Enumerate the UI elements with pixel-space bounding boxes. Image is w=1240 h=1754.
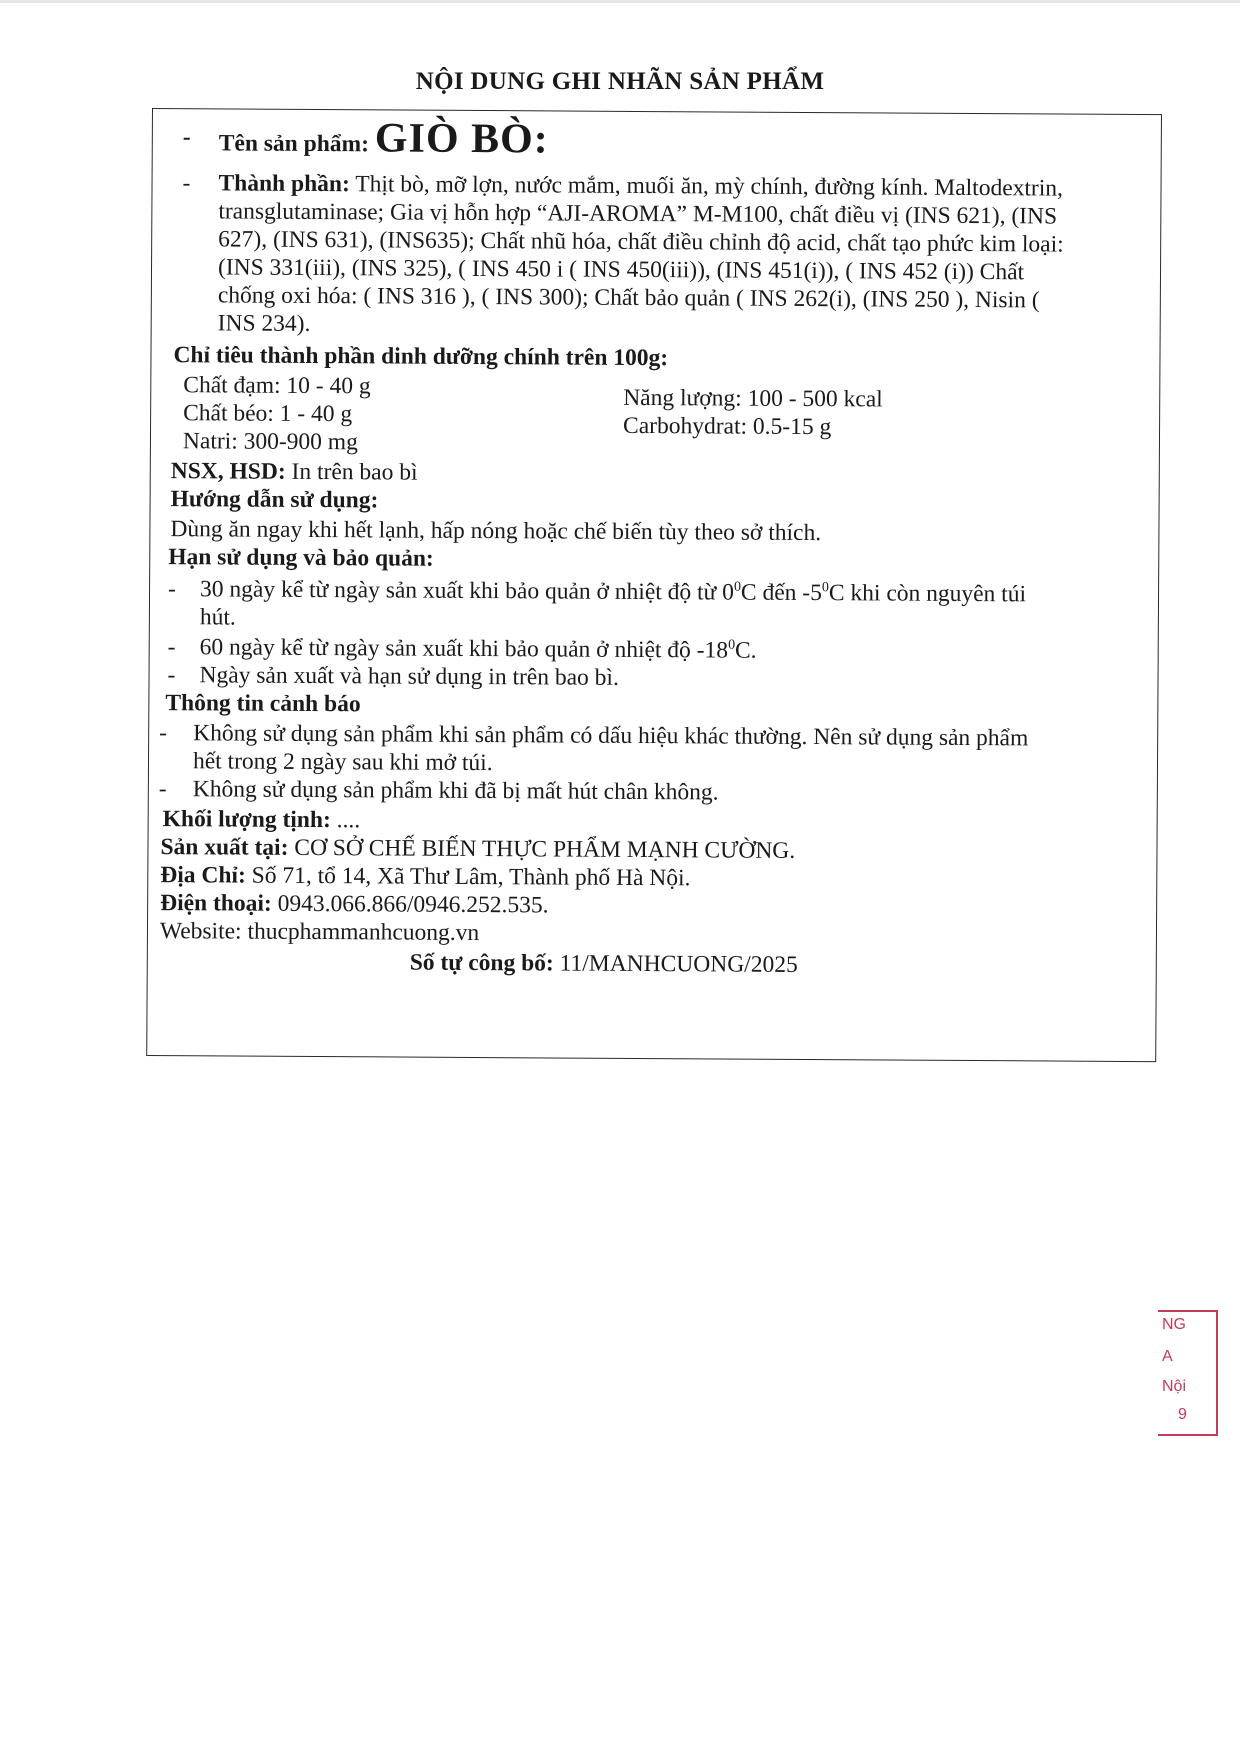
manufacturer-value: CƠ SỞ CHẾ BIẾN THỰC PHẨM MẠNH CƯỜNG. bbox=[294, 834, 796, 864]
ingredients-line-3: 627), (INS 631), (INS635); Chất nhũ hóa, chất điều chỉnh độ acid, chất tạo phức kim loại: bbox=[218, 226, 1064, 258]
ingredients-line-6: INS 234). bbox=[217, 310, 311, 337]
bullet-dash: - bbox=[167, 576, 176, 603]
storage-item-2 bbox=[200, 633, 757, 664]
nsx-hsd-row bbox=[171, 457, 418, 487]
storage-item-3: Ngày sản xuất và hạn sử dụng in trên bao bì. bbox=[199, 662, 619, 691]
nutrition-protein: Chất đạm: 10 - 40 g bbox=[183, 372, 371, 400]
label-content bbox=[153, 109, 1163, 978]
stamp-text-3: Nội bbox=[1162, 1378, 1187, 1395]
scan-top-edge bbox=[0, 0, 1240, 3]
phone-label: Điện thoại: bbox=[160, 890, 272, 917]
net-weight-value: .... bbox=[336, 807, 361, 834]
bullet-dash: - bbox=[182, 170, 191, 197]
address-value: Số 71, tổ 14, Xã Thư Lâm, Thành phố Hà Nội. bbox=[251, 862, 691, 892]
storage-item-1-text-b: C đến -5 bbox=[740, 579, 822, 607]
manufacturer-label: Sản xuất tại: bbox=[160, 834, 289, 861]
label-content-box bbox=[146, 108, 1162, 1062]
bullet-dash: - bbox=[159, 720, 168, 747]
declaration-value: 11/MANHCUONG/2025 bbox=[559, 950, 798, 978]
nsx-hsd-value: In trên bao bì bbox=[291, 458, 418, 486]
ingredients-label: Thành phần: bbox=[218, 170, 350, 198]
product-name-row bbox=[218, 115, 549, 163]
ingredients-text: Thịt bò, mỡ lợn, nước mắm, muối ăn, mỳ chính, đường kính. Maltodextrin, bbox=[355, 171, 1064, 202]
address-row bbox=[160, 861, 690, 892]
storage-item-1-text-a: 30 ngày kể từ ngày sản xuất khi bảo quản ở nhiệt độ từ 0 bbox=[199, 576, 735, 606]
page-title: NỘI DUNG GHI NHÃN SẢN PHẨM bbox=[415, 68, 825, 95]
warning-heading: Thông tin cảnh báo bbox=[165, 690, 361, 718]
storage-item-2-text-a: 60 ngày kể từ ngày sản xuất khi bảo quản ở nhiệt độ -18 bbox=[199, 634, 729, 664]
bullet-dash: - bbox=[158, 776, 167, 803]
nsx-hsd-label: NSX, HSD: bbox=[170, 458, 286, 485]
degree-superscript: 0 bbox=[728, 637, 736, 653]
net-weight-label: Khối lượng tịnh: bbox=[162, 806, 331, 834]
bullet-dash: - bbox=[167, 662, 176, 689]
product-name: GIÒ BÒ: bbox=[374, 115, 549, 163]
bullet-dash: - bbox=[167, 634, 176, 661]
storage-item-1 bbox=[200, 575, 1026, 608]
nutrition-sodium: Natri: 300-900 mg bbox=[182, 428, 358, 456]
phone-row bbox=[160, 889, 549, 919]
website: Website: thucphammanhcuong.vn bbox=[159, 918, 480, 947]
nutrition-fat: Chất béo: 1 - 40 g bbox=[183, 400, 353, 428]
net-weight-row bbox=[163, 805, 361, 834]
stamp-text-1: NG bbox=[1162, 1316, 1186, 1333]
degree-superscript: 0 bbox=[733, 579, 742, 595]
usage-text: Dùng ăn ngay khi hết lạnh, hấp nóng hoặc chế biến tùy theo sở thích. bbox=[170, 516, 822, 547]
warning-item-2: Không sử dụng sản phẩm khi đã bị mất hút chân không. bbox=[192, 776, 719, 806]
ingredients-line-4: (INS 331(iii), (INS 325), ( INS 450 i ( INS 450(iii)), (INS 451(i)), ( INS 452 (i)) Chất bbox=[217, 254, 1025, 286]
nutrition-energy: Năng lượng: 100 - 500 kcal bbox=[623, 384, 883, 413]
storage-item-1-text-c: C khi còn nguyên túi bbox=[828, 580, 1027, 608]
degree-superscript: 0 bbox=[821, 580, 829, 596]
ingredients-line-5: chống oxi hóa: ( INS 316 ), ( INS 300); Chất bảo quản ( INS 262(i), (INS 250 ), Nisin ( bbox=[217, 282, 1040, 314]
nutrition-heading: Chỉ tiêu thành phần dinh dưỡng chính trên 100g: bbox=[173, 342, 669, 372]
warning-item-1-line-2: hết trong 2 ngày sau khi mở túi. bbox=[192, 748, 493, 777]
stamp-text-4: 9 bbox=[1178, 1406, 1187, 1423]
warning-item-1: Không sử dụng sản phẩm khi sản phẩm có dấu hiệu khác thường. Nên sử dụng sản phẩm bbox=[193, 720, 1029, 752]
storage-item-1-line-2: hút. bbox=[199, 604, 236, 631]
bullet-dash: - bbox=[182, 124, 191, 151]
nutrition-carbohydrate: Carbohydrat: 0.5-15 g bbox=[622, 412, 832, 441]
declaration-label: Số tự công bố: bbox=[409, 949, 554, 977]
red-stamp-fragment bbox=[1158, 1310, 1218, 1436]
address-label: Địa Chỉ: bbox=[160, 862, 246, 889]
declaration-row bbox=[410, 949, 798, 979]
stamp-text-2: A bbox=[1162, 1348, 1173, 1365]
storage-heading: Hạn sử dụng và bảo quản: bbox=[168, 544, 434, 572]
usage-heading: Hướng dẫn sử dụng: bbox=[170, 486, 379, 514]
ingredients-line-2: transglutaminase; Gia vị hỗn hợp “AJI-AROMA” M-M100, chất điều vị (INS 621), (INS bbox=[218, 198, 1058, 230]
storage-item-2-text-b: C. bbox=[734, 637, 757, 664]
product-name-label: Tên sản phẩm: bbox=[218, 130, 370, 158]
manufacturer-row bbox=[160, 833, 795, 865]
phone-value: 0943.066.866/0946.252.535. bbox=[277, 890, 549, 919]
